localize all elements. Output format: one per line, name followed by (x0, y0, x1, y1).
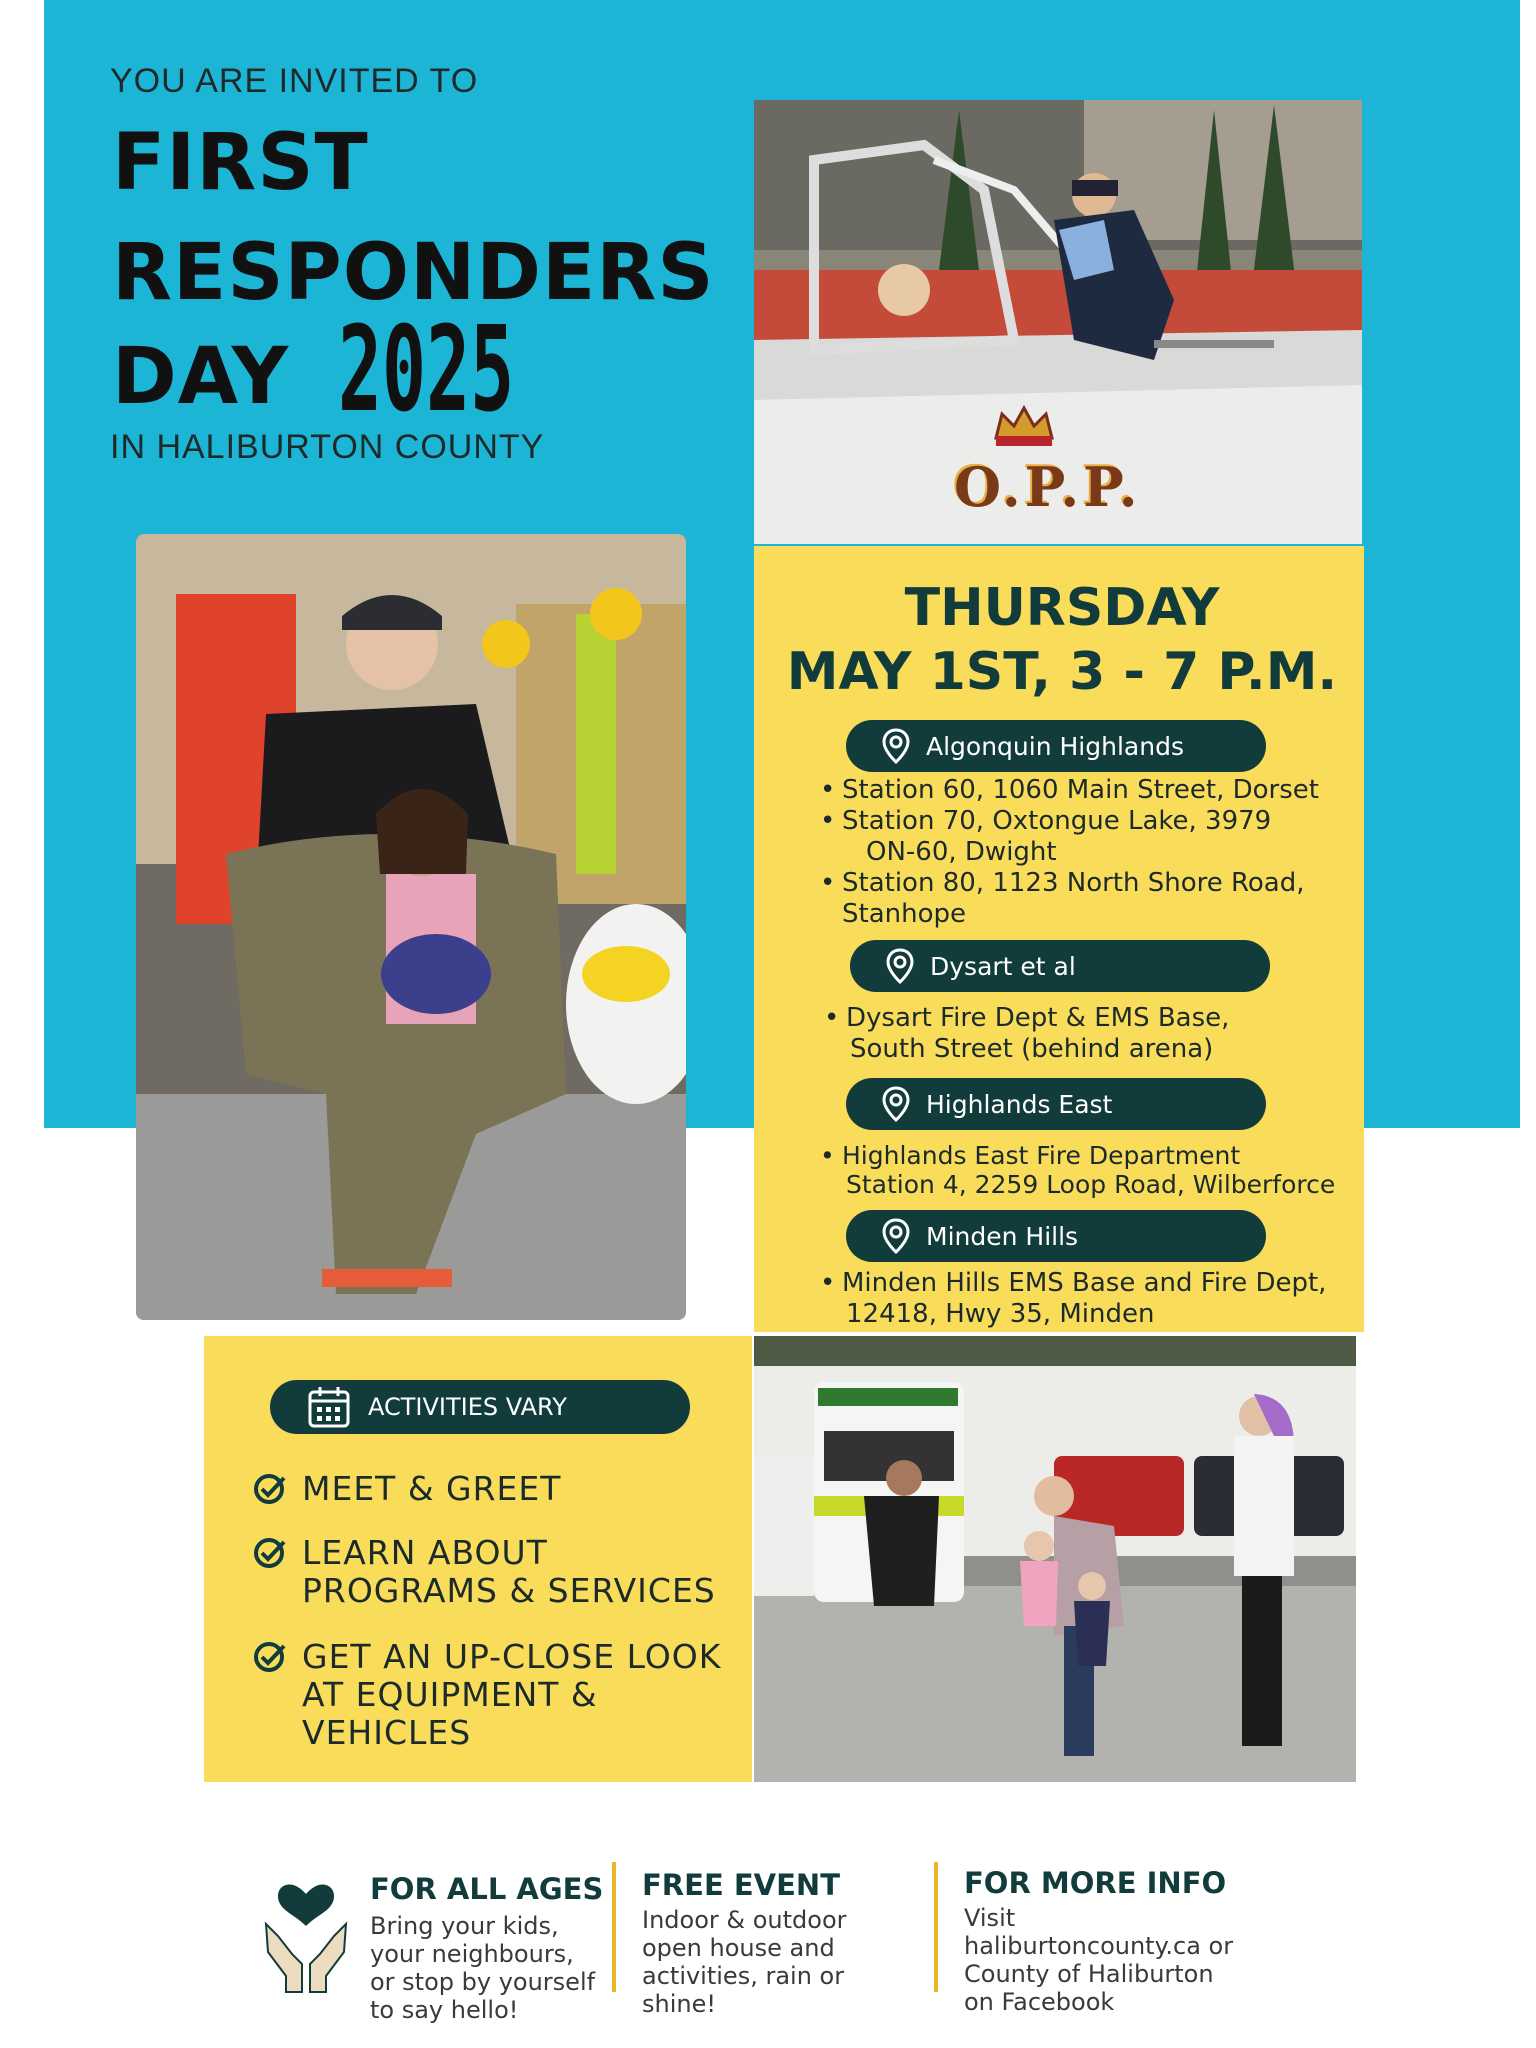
location-item-continued: Station 4, 2259 Loop Road, Wilberforce (846, 1170, 1336, 1199)
footer-info-line: on Facebook (964, 1988, 1115, 2016)
location-item-continued: ON-60, Dwight (866, 837, 1057, 867)
region-name: Dysart et al (930, 951, 1076, 981)
footer-ages-line: Bring your kids, (370, 1912, 559, 1940)
title-line-1: FIRST (112, 118, 369, 208)
location-item: • Minden Hills EMS Base and Fire Dept, (842, 1268, 1326, 1299)
region-name: Algonquin Highlands (926, 731, 1184, 761)
calendar-icon (306, 1384, 352, 1430)
location-item-continued: South Street (behind arena) (850, 1034, 1214, 1064)
footer-ages-line: or stop by yourself (370, 1968, 596, 1996)
location-item-continued: 12418, Hwy 35, Minden (846, 1299, 1155, 1329)
footer-free-line: activities, rain or (642, 1962, 845, 1990)
firefighter-child-illustration (136, 534, 686, 1320)
event-date-time: MAY 1ST, 3 - 7 P.M. (786, 642, 1338, 702)
region-pill-minden-hills (846, 1210, 1266, 1262)
footer-ages-line: your neighbours, (370, 1940, 574, 1968)
activity-learn-line-2: PROGRAMS & SERVICES (302, 1571, 716, 1610)
footer-info-title: FOR MORE INFO (964, 1866, 1227, 1900)
footer-free-line: Indoor & outdoor (642, 1906, 847, 1934)
ambulance-illustration (754, 1336, 1356, 1782)
location-item: • Station 70, Oxtongue Lake, 3979 (842, 806, 1271, 837)
activity-lookup-line-2: AT EQUIPMENT & (302, 1675, 598, 1714)
location-pin-icon (876, 1216, 916, 1256)
location-pin-icon (876, 1084, 916, 1124)
footer-ages-line: to say hello! (370, 1996, 519, 2024)
opp-boat-photo (754, 100, 1362, 544)
footer-info-line: County of Haliburton (964, 1960, 1214, 1988)
footer-info-link[interactable]: haliburtoncounty.ca or (964, 1932, 1234, 1960)
location-item: • Station 60, 1060 Main Street, Dorset (842, 775, 1319, 806)
opp-boat-label: O.P.P. (954, 455, 1142, 519)
footer-divider (612, 1862, 616, 1992)
activity-meet-greet: MEET & GREET (302, 1469, 562, 1508)
region-name: Highlands East (926, 1089, 1113, 1119)
activities-label: ACTIVITIES VARY (368, 1393, 567, 1421)
invite-intro: YOU ARE INVITED TO (110, 62, 479, 100)
check-circle-icon (252, 1640, 286, 1674)
activity-lookup-line-1: GET AN UP-CLOSE LOOK (302, 1637, 722, 1676)
activities-vary-pill (270, 1380, 690, 1434)
region-pill-dysart-et-al (850, 940, 1270, 992)
region-pill-highlands-east (846, 1078, 1266, 1130)
location-pin-icon (880, 946, 920, 986)
heart-hands-icon (258, 1880, 354, 2000)
activity-lookup-line-3: VEHICLES (302, 1713, 472, 1752)
event-year: 2025 (338, 300, 515, 438)
footer-free-title: FREE EVENT (642, 1868, 840, 1902)
footer-free-line: shine! (642, 1990, 716, 2018)
region-name: Minden Hills (926, 1221, 1079, 1251)
title-line-3: DAY (112, 332, 290, 422)
footer-free-line: open house and (642, 1934, 835, 1962)
event-day: THURSDAY (904, 578, 1220, 638)
footer-ages-title: FOR ALL AGES (370, 1872, 604, 1906)
location-item: • Highlands East Fire Department (842, 1140, 1240, 1171)
location-item-continued: Stanhope (842, 899, 966, 929)
title-line-2: RESPONDERS (112, 228, 715, 318)
location-item: • Dysart Fire Dept & EMS Base, (846, 1003, 1229, 1034)
footer-divider (934, 1862, 938, 1992)
check-circle-icon (252, 1536, 286, 1570)
region-pill-algonquin-highlands (846, 720, 1266, 772)
ambulance-photo (754, 1336, 1356, 1782)
location-item: • Station 80, 1123 North Shore Road, (842, 868, 1305, 899)
activity-learn-line-1: LEARN ABOUT (302, 1533, 548, 1572)
firefighter-child-photo (136, 534, 686, 1320)
county-subtitle: IN HALIBURTON COUNTY (110, 428, 545, 466)
footer-info-line: Visit (964, 1904, 1016, 1932)
check-circle-icon (252, 1472, 286, 1506)
location-pin-icon (876, 726, 916, 766)
